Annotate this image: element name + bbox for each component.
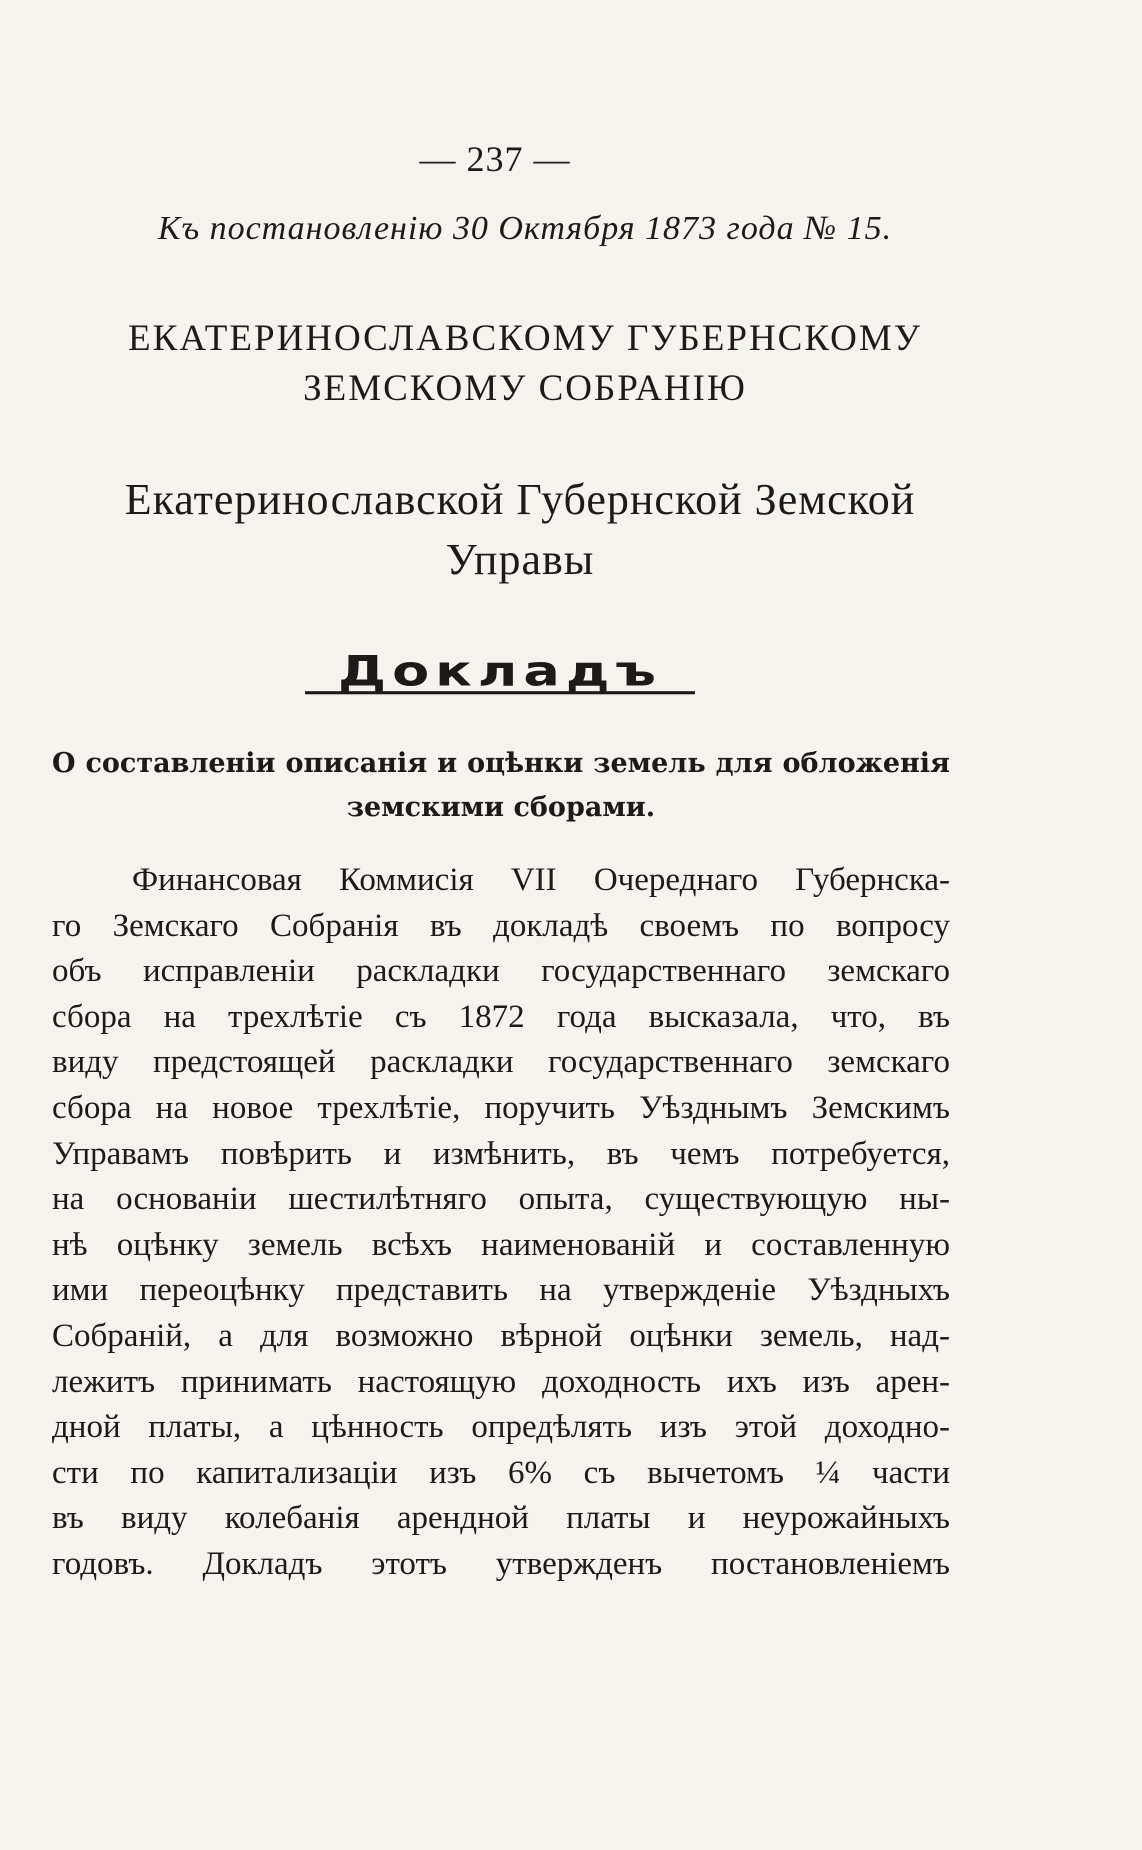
body-line: виду предстоящей раскладки государственнаго земскаго — [52, 1044, 950, 1081]
page-number: — 237 — — [419, 139, 571, 179]
addressee-heading — [60, 314, 990, 414]
body-text — [52, 858, 950, 1588]
body-line: сбора на трехлѣтіе съ 1872 года высказала, что, въ — [52, 998, 950, 1035]
body-line: въ виду колебанія арендной платы и неурожайныхъ — [52, 1500, 950, 1537]
document-type-label: Докладъ — [337, 646, 663, 696]
body-line: го Земскаго Собранія въ докладѣ своемъ по вопросу — [52, 907, 950, 944]
body-line: сти по капитализаціи изъ 6% съ вычетомъ ¼ части — [52, 1454, 950, 1491]
sender-line-2: Управы — [445, 535, 595, 584]
body-line: лежитъ принимать настоящую доходность ихъ изъ арен- — [52, 1363, 950, 1400]
resolution-reference: Къ постановленію 30 Октября 1873 года № 15. — [157, 210, 893, 247]
body-line: Управамъ повѣрить и измѣнить, въ чемъ потребуется, — [52, 1135, 950, 1172]
body-line: годовъ. Докладъ этотъ утвержденъ постановленіемъ — [52, 1545, 950, 1582]
addressee-line-1: ЕКАТЕРИНОСЛАВСКОМУ ГУБЕРНСКОМУ — [128, 318, 922, 359]
addressee-line-2: ЗЕМСКОМУ СОБРАНІЮ — [303, 368, 747, 409]
body-line: на основаніи шестилѣтняго опыта, существующую ны- — [52, 1181, 950, 1218]
body-line: объ исправленіи раскладки государственнаго земскаго — [52, 953, 950, 990]
body-line: дной платы, а цѣнность опредѣлять изъ этой доходно- — [52, 1409, 950, 1446]
sender-heading — [40, 470, 1000, 590]
document-type-title — [0, 647, 1000, 695]
body-line: Собраній, а для возможно вѣрной оцѣнки земель, над- — [52, 1317, 950, 1354]
body-line: сбора на новое трехлѣтіе, поручить Уѣзднымъ Земскимъ — [52, 1089, 950, 1126]
body-line: ими переоцѣнку представить на утвержденіе Уѣздныхъ — [52, 1272, 950, 1309]
body-line: нѣ оцѣнку земель всѣхъ наименованій и составленную — [52, 1226, 950, 1263]
sender-line-1: Екатеринославской Губернской Земской — [124, 475, 916, 524]
body-line: Финансовая Коммисія VII Очереднаго Губернска- — [132, 862, 950, 898]
document-subject: О составленіи описанія и оцѣнки земель для обложенія земскими сборами. — [52, 748, 950, 823]
